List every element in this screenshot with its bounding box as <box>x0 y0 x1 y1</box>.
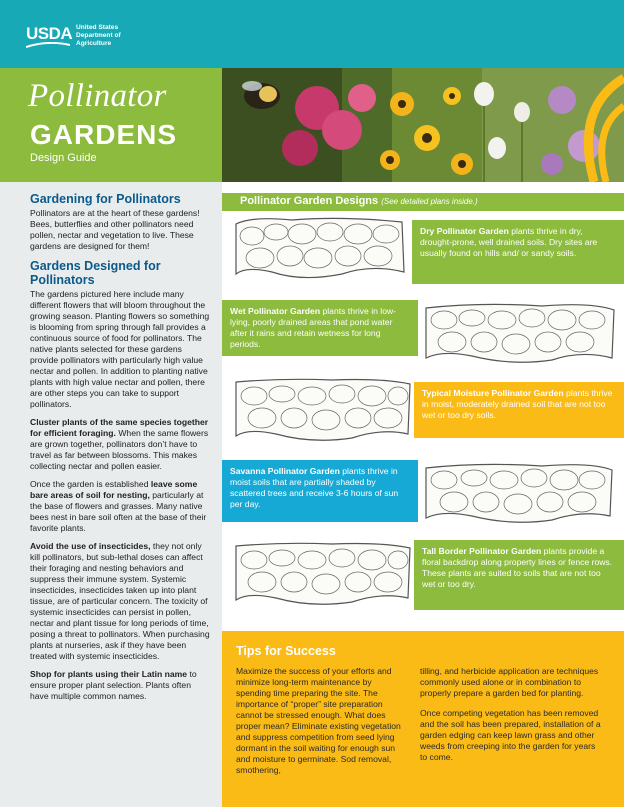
sidebar <box>0 182 222 807</box>
designs-heading-bar <box>222 193 624 211</box>
sidebar-paragraph-cluster <box>30 417 212 472</box>
usda-agency-name <box>76 24 136 48</box>
sidebar-paragraph-latin-name <box>30 669 212 702</box>
tips-heading: Tips for Success <box>236 644 336 658</box>
tips-column-2 <box>420 666 602 772</box>
tips-column-1: Maximize the success of your efforts and minimize long-term maintenance by spending time preparing the site. The importance of “proper” site preparation cannot be stressed enough. What does proper mean? Eliminate existing vegetation and suppress competition from seed lying dormant in the soil waiting for enough sun and moisture to germinate. Sod removal, smothering, <box>236 666 401 775</box>
design-description-tall-border <box>414 540 624 610</box>
title-line-1: Pollinator <box>28 78 167 114</box>
design-description-savanna <box>222 460 418 522</box>
tips-paragraph: Once competing vegetation has been removed and the soil has been prepared, installation of a garden edging can keep lawn grass and other weeds from creeping into the garden for years to come. <box>420 708 601 762</box>
title-line-2: GARDENS <box>30 119 178 150</box>
design-description-typical-moisture <box>414 382 624 438</box>
sidebar-heading-designed: Gardens Designed for Pollinators <box>30 259 161 287</box>
designs-heading-note: (See detailed plans inside.) <box>381 197 478 206</box>
title-panel <box>0 68 222 182</box>
design-name: Tall Border Pollinator Garden <box>422 546 542 556</box>
designs-heading-text: Pollinator Garden Designs <box>240 195 379 207</box>
header-band <box>0 0 624 68</box>
sidebar-paragraph: The gardens pictured here include many different flowers that will bloom throughout the growing season. Planting flowers so something is blooming from spring through fall provides a continuous source of food for pollinators. The native plants selected for these gardens provide pollinators with particularly high value nectar and pollen. In addition to planting native plants with high value nectar and pollen, there are other steps you can take to support pollinators. <box>30 289 210 409</box>
sidebar-heading-gardening: Gardening for Pollinators <box>30 192 181 206</box>
design-name: Dry Pollinator Garden <box>420 226 509 236</box>
agency-line: United States <box>76 24 119 31</box>
agency-line: Department of <box>76 32 121 39</box>
design-text: plants thrive in moist, moderately drained soil that are not too wet or too dry soils. <box>422 388 613 420</box>
design-name: Savanna Pollinator Garden <box>230 466 340 476</box>
title-band <box>0 68 624 182</box>
usda-swoosh-icon <box>26 42 70 48</box>
design-text: plants thrive in moist soils that are partially shaded by scattered trees and receive 3-6 hours of sun per day. <box>230 466 399 509</box>
usda-logo <box>26 24 136 48</box>
design-description-dry <box>412 220 624 284</box>
tips-paragraph: tilling, and herbicide application are techniques commonly used alone or in combination to properly prepare a garden bed for planting. <box>420 666 599 698</box>
garden-plan-wet <box>422 300 620 366</box>
paragraph-lead: Once the garden is established <box>30 479 151 489</box>
paragraph-text: they not only kill pollinators, but sub-lethal doses can affect their foraging and nesting behaviors and suppress their immune system. Systemic insecticides, insecticides taken up into plant tissue, are of particular concern. The toxicity of systemic insecticides can persist in pollen, nectar and plant tissue for long periods of time, posing a threat to pollinators. When purchasing plants at nurseries, ask if they have been treated with systemic insecticides. <box>30 541 210 661</box>
bold-phrase: leave some bare areas of soil for nesting, <box>30 479 198 500</box>
paragraph-text: When the same flowers are grown together, pollinators don’t have to travel as far between blossoms. This makes collecting nectar and pollen easier. <box>30 428 209 471</box>
title-subtitle: Design Guide <box>30 152 97 164</box>
sidebar-paragraph-insecticides <box>30 541 212 662</box>
garden-plan-savanna <box>422 460 618 526</box>
bold-lead: Avoid the use of insecticides, <box>30 541 151 551</box>
designs-heading <box>240 195 478 207</box>
design-text: plants provide a floral backdrop along property lines or fence rows. These plants are suited to soils that are not too wet or too dry. <box>422 546 613 589</box>
paragraph-text: particularly at the base of flowers and grasses. Many native bees nest in bare soil often at the base of their favorite plants. <box>30 490 207 533</box>
design-description-wet <box>222 300 418 356</box>
design-text: plants thrive in dry, drought-prone, well drained soils. Dry sites are usually found on hills and/ or sandy soils. <box>420 226 598 258</box>
usda-mark <box>26 24 73 46</box>
design-name: Wet Pollinator Garden <box>230 306 321 316</box>
design-text: plants thrive in low-lying, poorly drained areas that pond water after it rains and retain wetness for long periods. <box>230 306 397 349</box>
sidebar-paragraph: Pollinators are at the heart of these gardens! Bees, butterflies and other pollinators need pollen, nectar and vegetation to live. These gardens are designed for them! <box>30 208 200 251</box>
tips-panel <box>222 631 624 807</box>
bold-lead: Cluster plants of the same species together for efficient foraging. <box>30 417 209 438</box>
yellow-swoosh-icon <box>564 68 624 182</box>
bold-lead: Shop for plants using their Latin name <box>30 669 188 679</box>
flower-photo-banner <box>222 68 624 182</box>
garden-plan-tall-border <box>232 540 414 608</box>
usda-wordmark: USDA <box>26 24 73 43</box>
design-name: Typical Moisture Pollinator Garden <box>422 388 564 398</box>
paragraph-text: to ensure proper plant selection. Plants often have multiple common names. <box>30 669 197 701</box>
agency-line: Agriculture <box>76 40 112 47</box>
garden-plan-dry <box>232 214 408 282</box>
garden-plan-typical-moisture <box>232 376 414 444</box>
sidebar-paragraph-bare-soil <box>30 479 212 534</box>
